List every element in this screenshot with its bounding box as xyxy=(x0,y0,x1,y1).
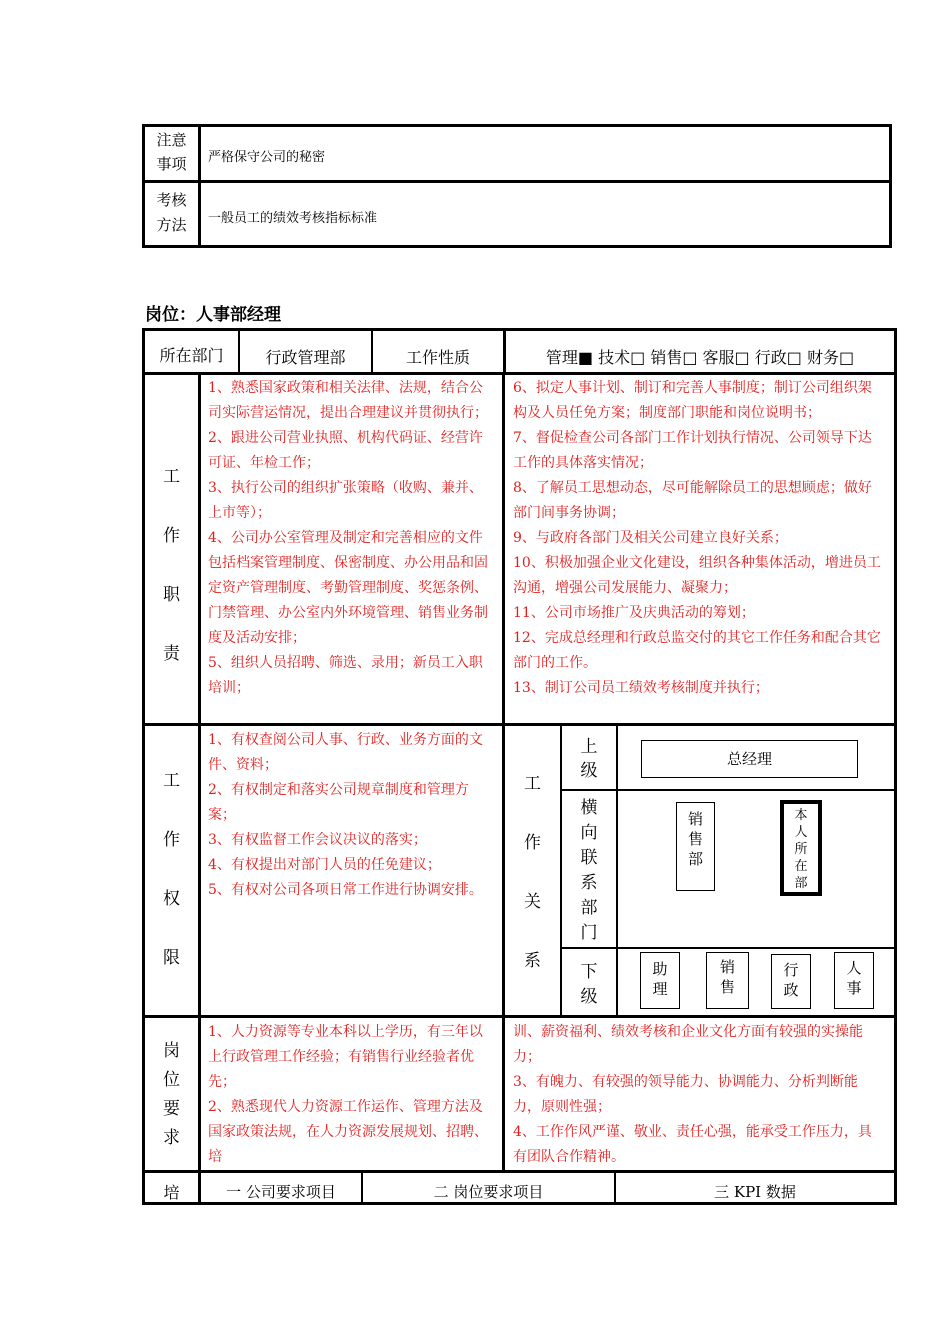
subordinate-hr: 人 事 xyxy=(834,952,874,1009)
superior-box: 总经理 xyxy=(641,740,858,778)
subordinate-assistant: 助 理 xyxy=(640,952,680,1009)
relations-label: 工 作 关 系 xyxy=(524,774,541,971)
section-title: 岗位：人事部经理 xyxy=(145,305,281,325)
lateral-self-box: 本 人 所 在 部 xyxy=(780,800,822,896)
superior-label: 上 级 xyxy=(580,737,598,781)
subordinate-label: 下 级 xyxy=(580,962,598,1007)
note-content: 严格保守公司的秘密 xyxy=(208,150,326,165)
training-label: 培 xyxy=(163,1183,180,1202)
duties-right: 6、拟定人事计划、制订和完善人事制度；制订公司组织架 构及人员任免方案；制度部门职能和岗位说明书； 7、督促检查公司各部门工作计划执行情况、公司领导下达 工作的具体落实情况； 8、了解员工思想动态，尽可能解除员工的思想顾虑；做好 部门间事务协调； 9、与政府各部门及相关公司建立良好关系； 10、积极加强企业文化建设，组织各种集体活动，增进员工 沟通，增强公司发展能力、凝聚力； 11、公司市场推广及庆典活动的筹划； 12、完成总经理和行政总监交付的其它工作任务和配合其它 部门的工作。 13、制订公司员工绩效考核制度并执行； xyxy=(513,380,881,696)
nature-options: 管理■ 技术□ 销售□ 客服□ 行政□ 财务□ xyxy=(545,348,855,367)
nature-label: 工作性质 xyxy=(405,348,470,367)
training-col-kpi: 三 KPI 数据 xyxy=(714,1183,796,1201)
dept-label: 所在部门 xyxy=(159,346,224,365)
subordinate-sales: 销 售 xyxy=(706,952,749,1009)
lateral-label: 横 向 联 系 部 门 xyxy=(580,798,598,943)
assessment-label: 考核 方法 xyxy=(156,191,187,234)
authority-label: 工 作 权 限 xyxy=(163,771,180,968)
assessment-content: 一般员工的绩效考核指标标准 xyxy=(208,211,378,226)
training-col-position: 二 岗位要求项目 xyxy=(433,1183,544,1201)
subordinate-admin: 行 政 xyxy=(771,954,811,1009)
requirements-label: 岗 位 要 求 xyxy=(163,1041,180,1148)
top-table xyxy=(142,124,892,248)
requirements-left: 1、人力资源等专业本科以上学历，有三年以 上行政管理工作经验；有销售行业经验者优 先； 2、熟悉现代人力资源工作运作、管理方法及 国家政策法规，在人力资源发展规划、招聘、 培 xyxy=(208,1024,488,1165)
duties-left: 1、熟悉国家政策和相关法律、法规，结合公 司实际营运情况，提出合理建议并贯彻执行； 2、跟进公司营业执照、机构代码证、经营许 可证、年检工作； 3、执行公司的组织扩张策略（收购、兼并、 上市等）； 4、公司办公室管理及制定和完善相应的文件 包括档案管理制度、保密制度、办公用品和固 定资产管理制度、考勤管理制度、奖惩条例、 门禁管理、办公室内外环境管理、销售业务制 度及活动安排； 5、组织人员招聘、筛选、录用；新员工入职 培训； xyxy=(208,380,488,696)
lateral-sales-box: 销 售 部 xyxy=(676,802,715,891)
dept-value: 行政管理部 xyxy=(265,348,346,367)
requirements-right: 训、薪资福利、绩效考核和企业文化方面有较强的实操能 力； 3、有魄力、有较强的领导能力、协调能力、分析判断能 力，原则性强； 4、工作作风严谨、敬业、责任心强，能承受工作压力，具 有团队合作精神。 xyxy=(513,1024,872,1165)
training-col-company: 一 公司要求项目 xyxy=(226,1183,336,1201)
authority-content: 1、有权查阅公司人事、行政、业务方面的文 件、资料； 2、有权制定和落实公司规章制度和管理方 案； 3、有权监督工作会议决议的落实； 4、有权提出对部门人员的任免建议； 5、有权对公司各项日常工作进行协调安排。 xyxy=(208,732,483,898)
note-label: 注意 事项 xyxy=(156,131,187,173)
duties-label: 工 作 职 责 xyxy=(163,467,180,664)
